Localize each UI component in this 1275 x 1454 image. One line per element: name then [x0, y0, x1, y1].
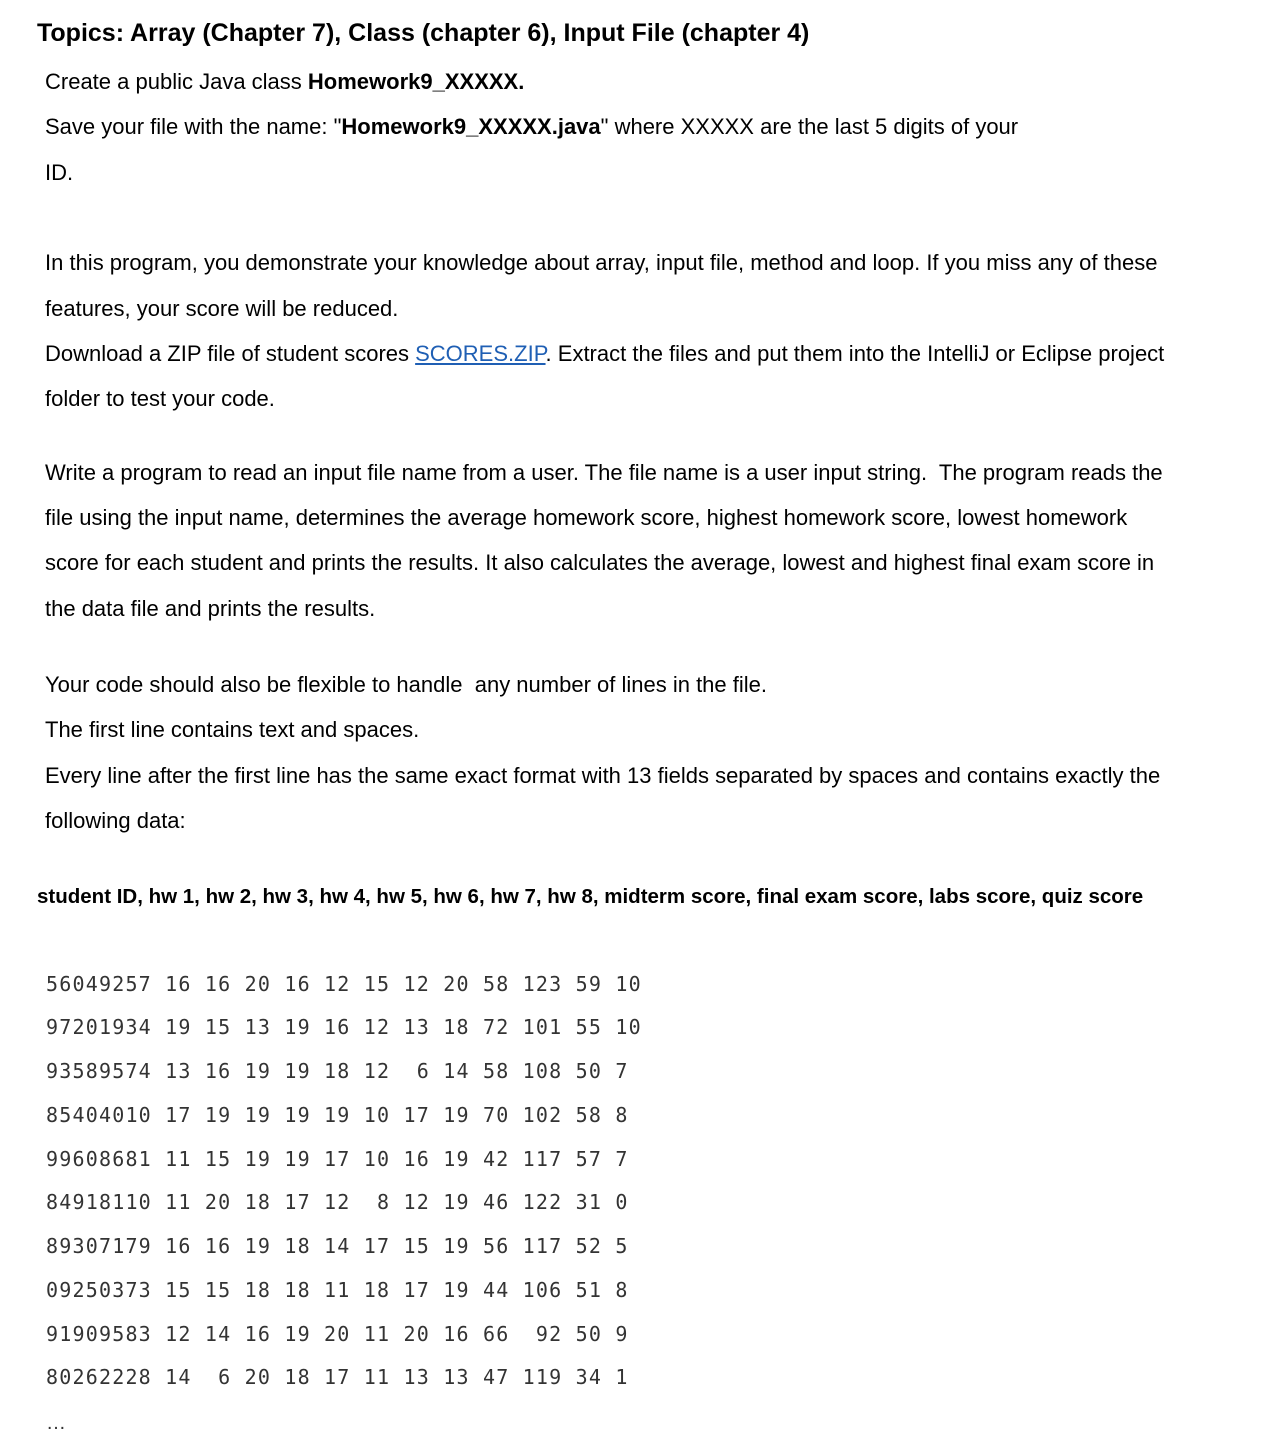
task-paragraph-line-4: the data file and prints the results.: [45, 596, 376, 621]
intro-id-line: ID.: [45, 160, 74, 185]
task-paragraph-line-1: Write a program to read an input file name from a user. The file name is a user input string. The program reads the: [45, 460, 1163, 485]
format-paragraph-line-2: The first line contains text and spaces.: [45, 717, 420, 742]
data-row: 97201934 19 15 13 19 16 12 13 18 72 101 55 10: [46, 1015, 642, 1039]
data-row: 09250373 15 15 18 18 11 18 17 19 44 106 51 8: [46, 1278, 629, 1302]
download-prefix: Download a ZIP file of student scores: [45, 341, 416, 366]
class-name: Homework9_XXXXX.: [307, 69, 525, 94]
program-paragraph-line-1: In this program, you demonstrate your knowledge about array, input file, method and loop. If you miss any of these: [45, 250, 1158, 275]
scores-zip-link[interactable]: SCORES.ZIP: [415, 341, 546, 366]
format-paragraph-line-3: Every line after the first line has the same exact format with 13 fields separated by spaces and contains exactly the: [45, 763, 1161, 788]
task-paragraph-line-3: score for each student and prints the results. It also calculates the average, lowest and highest final exam score in: [45, 550, 1155, 575]
intro-class-prefix: Create a public Java class: [45, 69, 308, 94]
more-rows-ellipsis: …: [46, 1412, 66, 1434]
format-paragraph-line-4: following data:: [45, 808, 186, 833]
download-line: [45, 340, 1164, 368]
intro-class-line: [45, 68, 524, 96]
intro-filename-prefix: Save your file with the name: ": [45, 114, 342, 139]
data-row: 85404010 17 19 19 19 19 10 17 19 70 102 58 8: [46, 1103, 629, 1127]
data-row: 89307179 16 16 19 18 14 17 15 19 56 117 52 5: [46, 1234, 629, 1258]
data-row: 91909583 12 14 16 19 20 11 20 16 66 92 50 9: [46, 1322, 629, 1346]
intro-filename-suffix: " where XXXXX are the last 5 digits of your: [600, 114, 1019, 139]
data-row: 84918110 11 20 18 17 12 8 12 19 46 122 31 0: [46, 1190, 629, 1214]
format-paragraph-line-1: Your code should also be flexible to handle any number of lines in the file.: [45, 672, 767, 697]
field-list: student ID, hw 1, hw 2, hw 3, hw 4, hw 5, hw 6, hw 7, hw 8, midterm score, final exam score, labs score, quiz score: [37, 885, 1144, 908]
task-paragraph-line-2: file using the input name, determines the average homework score, highest homework score, lowest homework: [45, 505, 1128, 530]
program-paragraph-line-4: folder to test your code.: [45, 386, 275, 411]
data-row: 93589574 13 16 19 19 18 12 6 14 58 108 50 7: [46, 1059, 629, 1083]
program-paragraph-line-2: features, your score will be reduced.: [45, 296, 399, 321]
page-title: Topics: Array (Chapter 7), Class (chapter 6), Input File (chapter 4): [37, 19, 810, 47]
data-row: 99608681 11 15 19 19 17 10 16 19 42 117 57 7: [46, 1147, 629, 1171]
data-row: 80262228 14 6 20 18 17 11 13 13 47 119 34 1: [46, 1365, 629, 1389]
intro-filename-line: [45, 113, 1018, 141]
file-name: Homework9_XXXXX.java: [341, 114, 601, 139]
data-row: 56049257 16 16 20 16 12 15 12 20 58 123 59 10: [46, 972, 642, 996]
download-suffix: . Extract the files and put them into the IntelliJ or Eclipse project: [545, 341, 1165, 366]
